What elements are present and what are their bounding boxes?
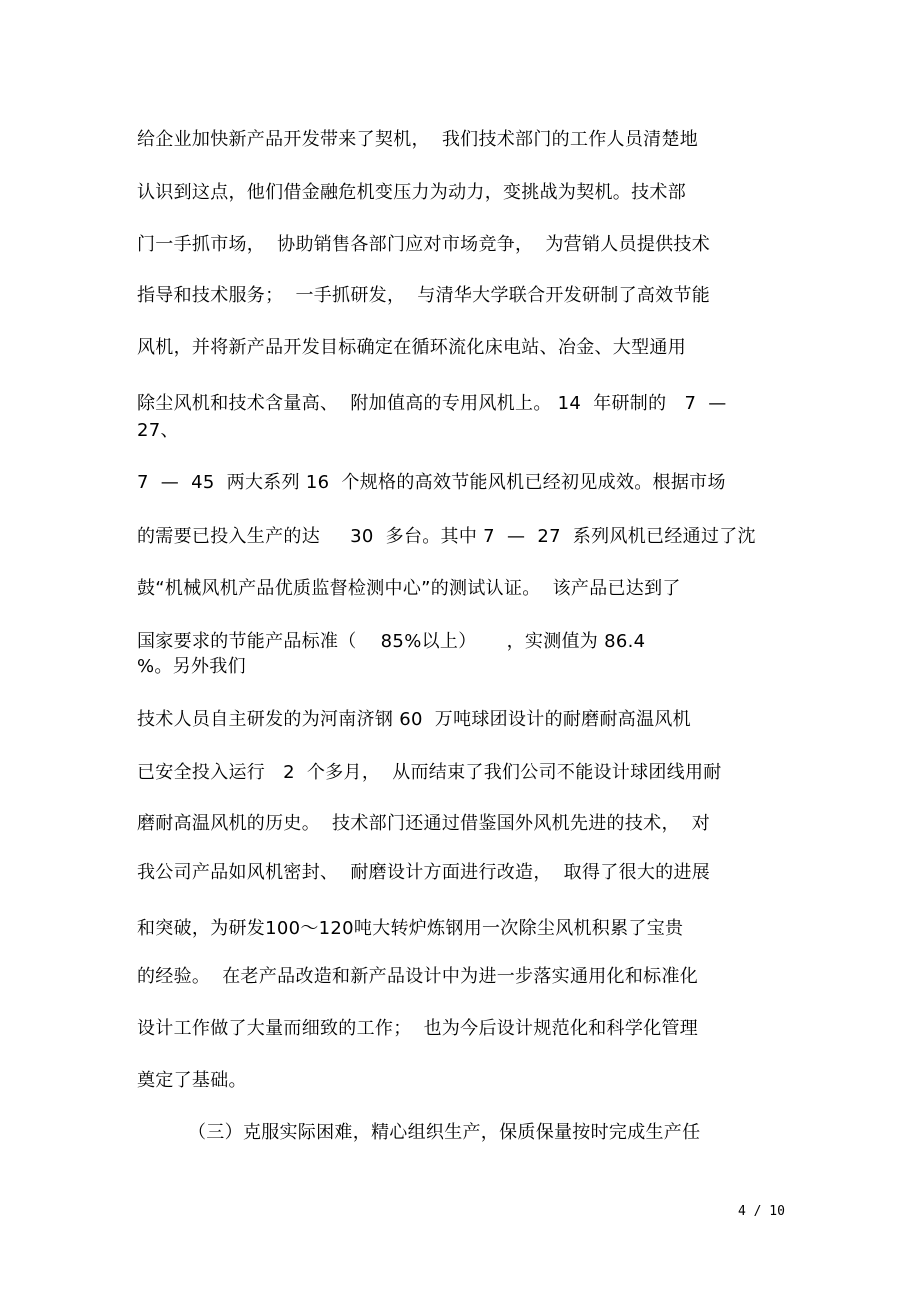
text-line: 奠定了基础。	[137, 1070, 247, 1091]
text-line: %。另外我们	[137, 656, 246, 677]
text-line: 设计工作做了大量而细致的工作； 也为今后设计规范化和科学化管理	[137, 1018, 699, 1039]
text-line: 和突破，为研发100～120吨大转炉炼钢用一次除尘风机积累了宝贵	[137, 918, 684, 939]
text-line: 国家要求的节能产品标准（ 85%以上） ，实测值为 86.4	[137, 631, 646, 652]
text-line: 指导和技术服务； 一手抓研发， 与清华大学联合开发研制了高效节能	[137, 285, 711, 306]
text-line: 除尘风机和技术含量高、 附加值高的专用风机上。 14 年研制的 7 —	[137, 393, 727, 414]
text-line: 7 — 45 两大系列 16 个规格的高效节能风机已经初见成效。根据市场	[137, 472, 726, 493]
text-line: 技术人员自主研发的为河南济钢 60 万吨球团设计的耐磨耐高温风机	[137, 709, 691, 730]
text-line: 的需要已投入生产的达 30 多台。其中 7 — 27 系列风机已经通过了沈	[137, 526, 756, 547]
text-line: 磨耐高温风机的历史。 技术部门还通过借鉴国外风机先进的技术， 对	[137, 813, 711, 834]
text-line: 已安全投入运行 2 个多月， 从而结束了我们公司不能设计球团线用耐	[137, 762, 722, 783]
text-line: 我公司产品如风机密封、 耐磨设计方面进行改造， 取得了很大的进展	[137, 862, 711, 883]
text-line: 的经验。 在老产品改造和新产品设计中为进一步落实通用化和标准化	[137, 966, 699, 987]
text-line: 鼓“机械风机产品优质监督检测中心”的测试认证。 该产品已达到了	[137, 578, 681, 599]
text-line: 认识到这点，他们借金融危机变压力为动力，变挑战为契机。技术部	[137, 182, 686, 203]
text-line: 门一手抓市场， 协助销售各部门应对市场竞争， 为营销人员提供技术	[137, 234, 711, 255]
text-line: 给企业加快新产品开发带来了契机， 我们技术部门的工作人员清楚地	[137, 129, 699, 150]
page-number: 4 / 10	[738, 1204, 785, 1219]
text-line: 风机，并将新产品开发目标确定在循环流化床电站、冶金、大型通用	[137, 337, 686, 358]
text-line: 27、	[137, 420, 179, 441]
section-heading: （三）克服实际困难，精心组织生产，保质保量按时完成生产任	[188, 1122, 701, 1143]
